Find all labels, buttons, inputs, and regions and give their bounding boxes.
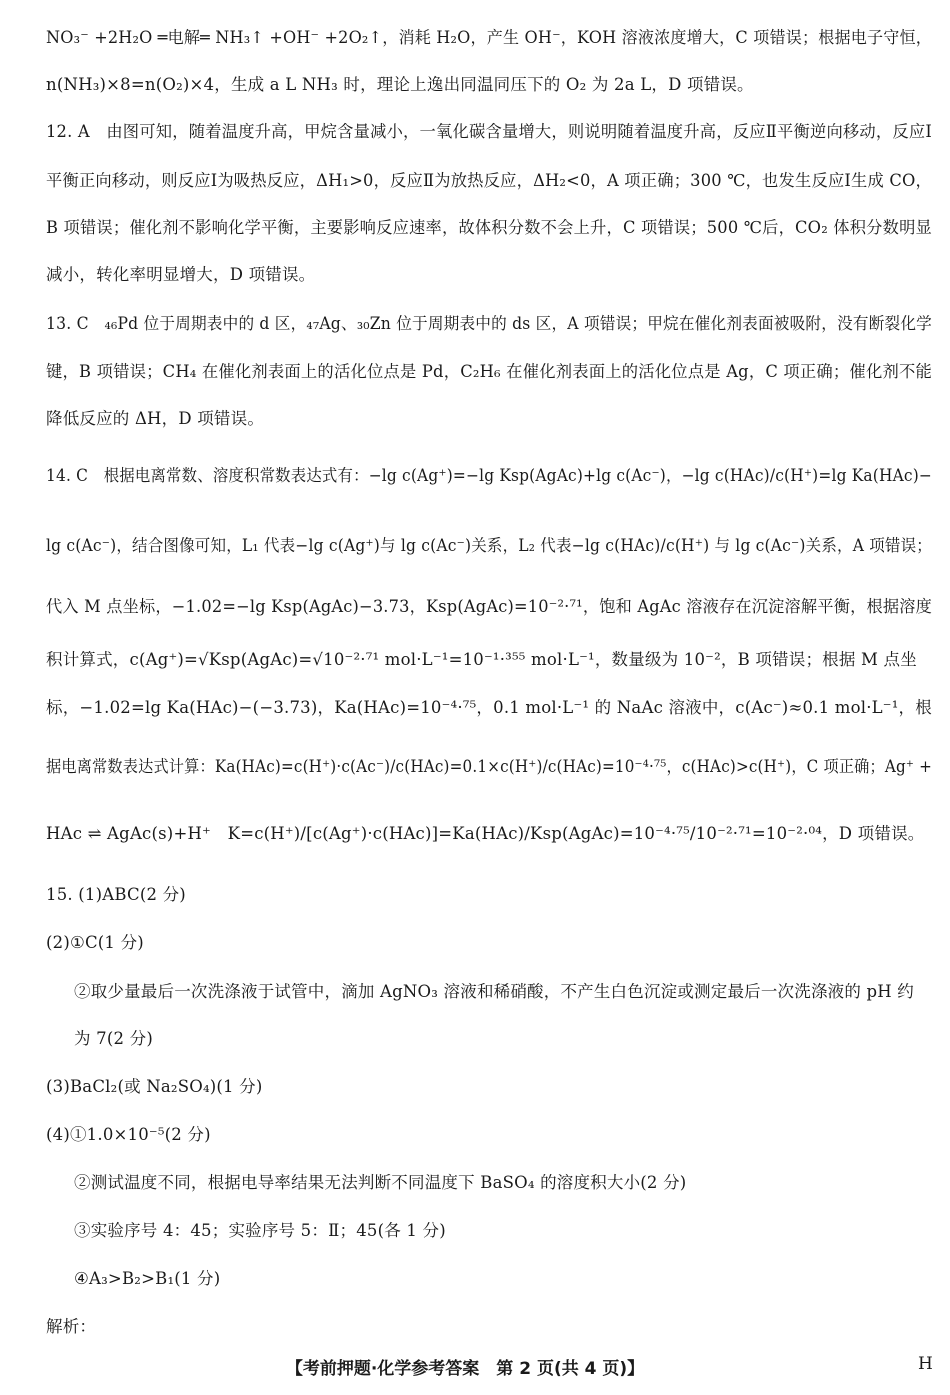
text-line: 积计算式，c(Ag⁺)=√Ksp(AgAc)=√10⁻²·⁷¹ mol·L⁻¹=10⁻¹·³⁵⁵ mol·L⁻¹，数量级为 10⁻²，B 项错误；根据 M 点坐: [46, 650, 917, 669]
text-line: 标，−1.02=lg Ka(HAc)−(−3.73)，Ka(HAc)=10⁻⁴·⁷⁵，0.1 mol·L⁻¹ 的 NaAc 溶液中，c(Ac⁻)≈0.1 mol·L⁻¹，根: [46, 698, 932, 717]
footer-mark: H: [918, 1354, 933, 1374]
text-line: ④A₃>B₂>B₁(1 分): [74, 1269, 221, 1288]
text-line: lg c(Ac⁻)，结合图像可知，L₁ 代表−lg c(Ag⁺)与 lg c(Ac⁻)关系，L₂ 代表−lg c(HAc)/c(H⁺) 与 lg c(Ac⁻)关系，A 项错误；: [46, 536, 932, 555]
text-line: NO₃⁻ +2H₂O ═电解═ NH₃↑ +OH⁻ +2O₂↑，消耗 H₂O，产生 OH⁻，KOH 溶液浓度增大，C 项错误；根据电子守恒，: [46, 28, 932, 47]
analysis-label: 解析：: [46, 1317, 97, 1336]
text-line: (3)BaCl₂(或 Na₂SO₄)(1 分): [46, 1077, 263, 1096]
text-line: 减小，转化率明显增大，D 项错误。: [46, 265, 316, 284]
text-line: 键，B 项错误；CH₄ 在催化剂表面上的活化位点是 Pd，C₂H₆ 在催化剂表面上的活化位点是 Ag，C 项正确；催化剂不能: [46, 362, 932, 381]
question-13-line: 13. C ₄₆Pd 位于周期表中的 d 区，₄₇Ag、₃₀Zn 位于周期表中的 ds 区，A 项错误；甲烷在催化剂表面被吸附，没有断裂化学: [46, 314, 932, 333]
question-12-line: 12. A 由图可知，随着温度升高，甲烷含量减小，一氧化碳含量增大，则说明随着温度升高，反应Ⅱ平衡逆向移动，反应Ⅰ: [46, 122, 932, 141]
text-line: B 项错误；催化剂不影响化学平衡，主要影响反应速率，故体积分数不会上升，C 项错误；500 ℃后，CO₂ 体积分数明显: [46, 218, 932, 237]
text-line: 降低反应的 ΔH，D 项错误。: [46, 409, 265, 428]
page-footer: [0, 1354, 950, 1379]
text-line: 据电离常数表达式计算：Ka(HAc)=c(H⁺)·c(Ac⁻)/c(HAc)=0.1×c(H⁺)/c(HAc)=10⁻⁴·⁷⁵，c(HAc)>c(H⁺)，C 项正确；Ag⁺ +: [46, 757, 932, 776]
text-line: 代入 M 点坐标，−1.02=−lg Ksp(AgAc)−3.73，Ksp(AgAc)=10⁻²·⁷¹，饱和 AgAc 溶液存在沉淀溶解平衡，根据溶度: [46, 597, 932, 616]
text-line: (2)①C(1 分): [46, 933, 144, 952]
text-line: ③实验序号 4：45；实验序号 5：Ⅱ；45(各 1 分): [74, 1221, 446, 1240]
question-14-line: 14. C 根据电离常数、溶度积常数表达式有：−lg c(Ag⁺)=−lg Ksp(AgAc)+lg c(Ac⁻)，−lg c(HAc)/c(H⁺)=lg Ka(HAc)−: [46, 466, 932, 485]
text-line: n(NH₃)×8=n(O₂)×4，生成 a L NH₃ 时，理论上逸出同温同压下的 O₂ 为 2a L，D 项错误。: [46, 75, 754, 94]
footer-text: 【考前押题·化学参考答案 第 2 页(共 4 页)】: [285, 1359, 645, 1379]
text-line: 为 7(2 分): [74, 1029, 153, 1048]
text-line: (4)①1.0×10⁻⁵(2 分): [46, 1125, 211, 1144]
text-line: HAc ⇌ AgAc(s)+H⁺ K=c(H⁺)/[c(Ag⁺)·c(HAc)]=Ka(HAc)/Ksp(AgAc)=10⁻⁴·⁷⁵/10⁻²·⁷¹=10⁻²·⁰⁴，D 项错误。: [46, 824, 925, 843]
question-15-line: 15. (1)ABC(2 分): [46, 885, 186, 904]
text-line: ②测试温度不同，根据电导率结果无法判断不同温度下 BaSO₄ 的溶度积大小(2 分): [74, 1173, 687, 1192]
text-line: 平衡正向移动，则反应Ⅰ为吸热反应，ΔH₁>0，反应Ⅱ为放热反应，ΔH₂<0，A 项正确；300 ℃，也发生反应Ⅰ生成 CO，: [46, 171, 932, 190]
text-line: ②取少量最后一次洗涤液于试管中，滴加 AgNO₃ 溶液和稀硝酸，不产生白色沉淀或测定最后一次洗涤液的 pH 约: [74, 982, 914, 1001]
